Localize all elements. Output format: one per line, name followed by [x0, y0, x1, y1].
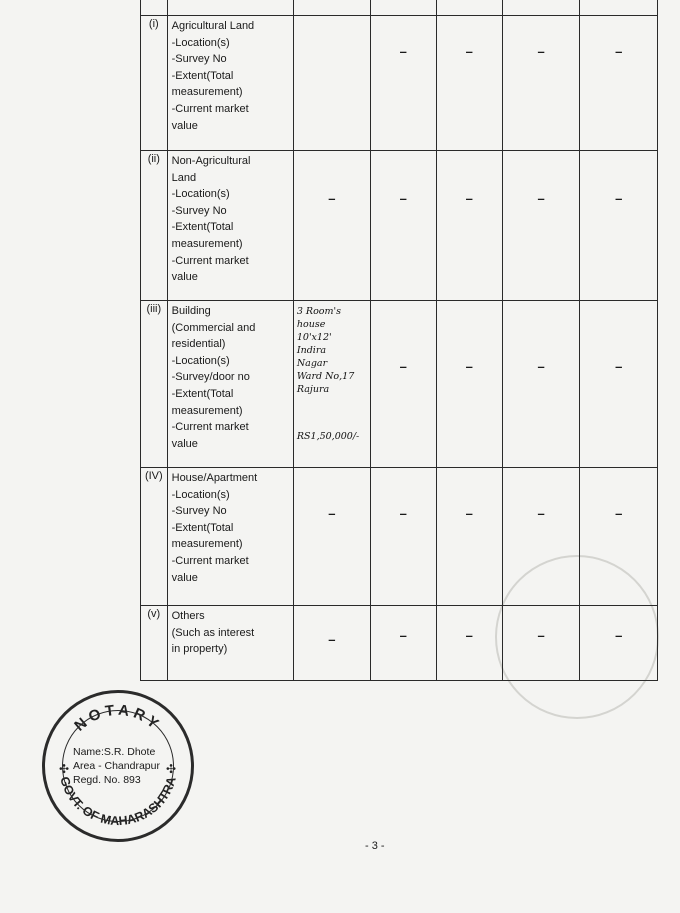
label-line: Non-Agricultural [171, 155, 251, 167]
label-line: measurement) [171, 538, 243, 551]
header-cell-name-1 [370, 0, 436, 16]
value-cell [293, 16, 370, 151]
row-label [167, 16, 293, 151]
stamp-bottom-text: GOVT. OF MAHARASHTRA [57, 775, 179, 829]
table-header-row [141, 0, 658, 16]
value-cell [293, 606, 370, 681]
value-cell [580, 16, 658, 151]
handwritten-market-value: RS1,50,000/- [296, 431, 360, 442]
value-cell [370, 606, 436, 681]
value-cell [580, 301, 658, 468]
immovable-assets-table [140, 0, 658, 681]
dash-mark: – [399, 359, 407, 374]
label-line: Land [171, 171, 197, 184]
value-cell [580, 151, 658, 301]
value-cell [580, 468, 658, 606]
value-cell [436, 468, 502, 606]
stamp-area: Area - Chandrapur [73, 760, 160, 772]
label-line: -Current market [171, 421, 249, 434]
row-number: (iii) [141, 301, 168, 468]
header-cell-name-2 [436, 0, 502, 16]
label-line: -Survey No [171, 53, 227, 66]
handwritten-line: Indira [296, 345, 327, 356]
label-line: -Location(s) [171, 36, 230, 49]
value-cell [502, 606, 580, 681]
table-row-house-apartment [141, 468, 658, 606]
dash-mark: – [615, 506, 623, 521]
label-line: House/Apartment [171, 472, 258, 484]
handwritten-line: Ward No,17 [296, 371, 355, 382]
label-line: -Extent(Total [171, 221, 234, 234]
dash-mark: – [537, 191, 545, 206]
row-label [167, 301, 293, 468]
label-line: in property) [171, 643, 228, 656]
label-line: Building [171, 305, 211, 317]
label-line: measurement) [171, 86, 243, 99]
label-line: -Current market [171, 102, 249, 115]
value-cell [502, 151, 580, 301]
label-line: value [171, 119, 198, 132]
value-cell [370, 468, 436, 606]
handwritten-line: house [296, 319, 326, 330]
label-line: -Survey No [171, 505, 227, 518]
value-cell [436, 301, 502, 468]
value-cell [502, 301, 580, 468]
value-cell [370, 301, 436, 468]
dash-mark: – [328, 506, 336, 521]
label-line: residential) [171, 338, 226, 351]
dash-mark: – [328, 191, 336, 206]
value-cell [293, 468, 370, 606]
value-cell [370, 16, 436, 151]
handwritten-line: Nagar [296, 358, 328, 369]
dash-mark: – [399, 44, 407, 59]
label-line: value [171, 271, 198, 284]
row-number: (i) [141, 16, 168, 151]
value-cell [293, 151, 370, 301]
value-cell [436, 151, 502, 301]
label-line: Others [171, 610, 205, 622]
handwritten-line: 10'x12' [296, 332, 332, 343]
value-cell [436, 606, 502, 681]
label-line: -Survey/door no [171, 371, 250, 384]
table-row-others [141, 606, 658, 681]
dash-mark: – [615, 191, 623, 206]
dash-mark: – [399, 628, 407, 643]
label-line: measurement) [171, 237, 243, 250]
dash-mark: – [615, 359, 623, 374]
dash-mark: – [537, 628, 545, 643]
value-cell [502, 468, 580, 606]
value-cell [502, 16, 580, 151]
row-label [167, 151, 293, 301]
label-line: -Extent(Total [171, 387, 234, 400]
value-cell [370, 151, 436, 301]
notary-stamp [42, 690, 194, 842]
stamp-registration: Regd. No. 893 [73, 774, 141, 786]
stamp-notary-name: Name:S.R. Dhote [73, 746, 156, 758]
dash-mark: – [537, 44, 545, 59]
dash-mark: – [328, 632, 336, 647]
label-line: -Current market [171, 254, 249, 267]
dash-mark: – [465, 191, 473, 206]
row-label [167, 606, 293, 681]
label-line: -Location(s) [171, 188, 230, 201]
dash-mark: – [399, 191, 407, 206]
label-line: (Commercial and [171, 321, 256, 334]
dash-mark: – [399, 506, 407, 521]
label-line: value [171, 571, 198, 584]
handwritten-line: Rajura [296, 384, 330, 395]
page-number: - 3 - [365, 840, 385, 852]
dash-mark: – [465, 506, 473, 521]
label-line: -Location(s) [171, 354, 230, 367]
stamp-left-star-icon: ✣ [59, 762, 70, 776]
stamp-top-text: NOTARY [71, 701, 165, 735]
handwritten-line: 3 Room's [296, 306, 342, 317]
handwritten-building-details [293, 301, 370, 468]
dash-mark: – [615, 628, 623, 643]
dash-mark: – [465, 359, 473, 374]
label-line: -Extent(Total [171, 69, 234, 82]
table-row-agricultural-land [141, 16, 658, 151]
dash-mark: – [537, 506, 545, 521]
value-cell [580, 606, 658, 681]
row-number: (v) [141, 606, 168, 681]
dash-mark: – [465, 628, 473, 643]
label-line: Agricultural Land [171, 20, 255, 32]
label-line: value [171, 437, 198, 450]
table-row-building [141, 301, 658, 468]
label-line: -Survey No [171, 204, 227, 217]
label-line: measurement) [171, 404, 243, 417]
dash-mark: – [615, 44, 623, 59]
row-label [167, 468, 293, 606]
label-line: -Current market [171, 554, 249, 567]
table-row-non-agricultural-land [141, 151, 658, 301]
stamp-right-star-icon: ✣ [166, 762, 177, 776]
row-number: (ii) [141, 151, 168, 301]
label-line: (Such as interest [171, 626, 255, 639]
stamp-details [73, 745, 160, 787]
label-line: -Extent(Total [171, 521, 234, 534]
header-cell-name-3 [502, 0, 580, 16]
label-line: -Location(s) [171, 488, 230, 501]
row-number: (IV) [141, 468, 168, 606]
header-cell-name-4 [580, 0, 658, 16]
dash-mark: – [465, 44, 473, 59]
dash-mark: – [537, 359, 545, 374]
value-cell [436, 16, 502, 151]
